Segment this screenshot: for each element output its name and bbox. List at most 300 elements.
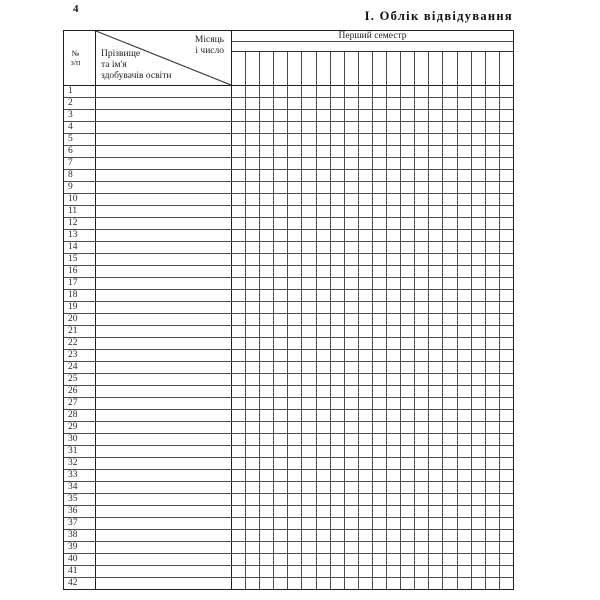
attendance-cell	[458, 494, 472, 505]
attendance-cell	[260, 218, 274, 229]
attendance-cell	[415, 278, 429, 289]
attendance-cell	[302, 134, 316, 145]
attendance-cell	[317, 338, 331, 349]
student-name-cell	[96, 470, 232, 481]
student-name-cell	[96, 290, 232, 301]
attendance-cell	[288, 398, 302, 409]
attendance-cell	[500, 554, 513, 565]
attendance-cell	[345, 254, 359, 265]
attendance-cell	[359, 518, 373, 529]
attendance-cell	[373, 410, 387, 421]
attendance-cell	[345, 422, 359, 433]
attendance-cell	[500, 434, 513, 445]
date-header-cell	[260, 52, 274, 85]
row-number-column-header	[64, 31, 96, 85]
attendance-cell	[387, 290, 401, 301]
attendance-cell	[373, 182, 387, 193]
student-name-label	[101, 49, 171, 82]
row-number-cell: 10	[64, 194, 96, 205]
student-name-cell	[96, 446, 232, 457]
attendance-cell	[387, 506, 401, 517]
attendance-cell	[260, 494, 274, 505]
table-row	[64, 337, 513, 349]
attendance-cell	[429, 422, 443, 433]
attendance-cells	[232, 146, 513, 157]
attendance-cell	[458, 110, 472, 121]
attendance-cell	[401, 278, 415, 289]
attendance-cell	[443, 206, 457, 217]
attendance-cell	[359, 398, 373, 409]
attendance-cell	[443, 518, 457, 529]
attendance-cell	[486, 254, 500, 265]
table-row	[64, 565, 513, 577]
attendance-cell	[472, 518, 486, 529]
table-row	[64, 469, 513, 481]
attendance-cell	[472, 254, 486, 265]
attendance-cell	[387, 326, 401, 337]
attendance-cell	[359, 254, 373, 265]
attendance-cell	[401, 458, 415, 469]
attendance-cell	[317, 422, 331, 433]
attendance-cell	[486, 494, 500, 505]
attendance-cells	[232, 230, 513, 241]
attendance-cell	[387, 494, 401, 505]
attendance-cell	[415, 530, 429, 541]
attendance-cell	[458, 542, 472, 553]
row-number-cell: 42	[64, 578, 96, 589]
attendance-cells	[232, 458, 513, 469]
attendance-cell	[401, 470, 415, 481]
attendance-cell	[429, 134, 443, 145]
attendance-cell	[345, 98, 359, 109]
row-number-cell: 34	[64, 482, 96, 493]
attendance-cell	[288, 206, 302, 217]
attendance-cell	[317, 122, 331, 133]
attendance-cell	[415, 242, 429, 253]
attendance-cell	[472, 182, 486, 193]
attendance-cell	[345, 278, 359, 289]
attendance-cell	[288, 314, 302, 325]
attendance-cells	[232, 494, 513, 505]
attendance-cell	[373, 326, 387, 337]
attendance-cell	[317, 350, 331, 361]
attendance-cell	[345, 458, 359, 469]
attendance-cell	[472, 446, 486, 457]
table-row	[64, 361, 513, 373]
attendance-cell	[486, 362, 500, 373]
attendance-cell	[443, 146, 457, 157]
attendance-cell	[401, 254, 415, 265]
attendance-cell	[331, 194, 345, 205]
student-name-cell	[96, 518, 232, 529]
attendance-cell	[232, 302, 246, 313]
attendance-cell	[260, 86, 274, 97]
attendance-cells	[232, 422, 513, 433]
attendance-cell	[472, 386, 486, 397]
attendance-cell	[415, 422, 429, 433]
attendance-cell	[486, 410, 500, 421]
table-row	[64, 109, 513, 121]
attendance-cell	[246, 206, 260, 217]
attendance-cells	[232, 278, 513, 289]
attendance-cell	[260, 98, 274, 109]
attendance-cell	[232, 278, 246, 289]
student-name-cell	[96, 182, 232, 193]
attendance-cell	[486, 242, 500, 253]
row-number-cell: 7	[64, 158, 96, 169]
attendance-cell	[359, 290, 373, 301]
attendance-cell	[401, 122, 415, 133]
attendance-cell	[274, 338, 288, 349]
attendance-cell	[246, 278, 260, 289]
month-label-line2: і число	[195, 46, 224, 56]
attendance-cell	[472, 170, 486, 181]
attendance-cell	[387, 170, 401, 181]
attendance-cell	[260, 134, 274, 145]
attendance-cell	[373, 218, 387, 229]
table-row	[64, 373, 513, 385]
attendance-cell	[232, 446, 246, 457]
attendance-cell	[246, 446, 260, 457]
attendance-cell	[246, 434, 260, 445]
attendance-cell	[232, 170, 246, 181]
attendance-cell	[246, 518, 260, 529]
attendance-cell	[317, 434, 331, 445]
row-number-label-line1: №	[71, 49, 80, 58]
attendance-cell	[458, 302, 472, 313]
attendance-cell	[443, 470, 457, 481]
attendance-cell	[401, 386, 415, 397]
row-number-cell: 16	[64, 266, 96, 277]
attendance-cell	[288, 518, 302, 529]
attendance-cell	[331, 578, 345, 589]
attendance-cell	[500, 566, 513, 577]
attendance-cell	[472, 278, 486, 289]
attendance-cell	[288, 254, 302, 265]
attendance-cell	[317, 206, 331, 217]
attendance-cell	[373, 314, 387, 325]
attendance-cell	[429, 86, 443, 97]
attendance-cell	[331, 554, 345, 565]
table-row	[64, 553, 513, 565]
attendance-cell	[302, 410, 316, 421]
table-row	[64, 577, 513, 589]
attendance-cell	[302, 110, 316, 121]
attendance-cell	[359, 218, 373, 229]
row-number-cell: 6	[64, 146, 96, 157]
attendance-cell	[458, 554, 472, 565]
attendance-cell	[274, 566, 288, 577]
attendance-cell	[486, 398, 500, 409]
attendance-cell	[345, 554, 359, 565]
row-number-cell: 27	[64, 398, 96, 409]
attendance-cell	[288, 482, 302, 493]
attendance-cells	[232, 362, 513, 373]
attendance-cell	[246, 158, 260, 169]
attendance-cell	[331, 98, 345, 109]
attendance-cell	[288, 542, 302, 553]
attendance-cell	[302, 386, 316, 397]
attendance-cell	[387, 470, 401, 481]
attendance-cell	[486, 374, 500, 385]
attendance-cell	[345, 290, 359, 301]
attendance-cell	[401, 410, 415, 421]
attendance-cell	[317, 302, 331, 313]
attendance-cell	[345, 218, 359, 229]
attendance-cell	[232, 554, 246, 565]
row-number-cell: 5	[64, 134, 96, 145]
attendance-cell	[232, 374, 246, 385]
attendance-cell	[302, 446, 316, 457]
attendance-cell	[458, 506, 472, 517]
student-name-cell	[96, 266, 232, 277]
date-header-cell	[359, 52, 373, 85]
attendance-cell	[317, 542, 331, 553]
attendance-cell	[302, 278, 316, 289]
student-name-cell	[96, 314, 232, 325]
attendance-cell	[500, 134, 513, 145]
attendance-cell	[274, 134, 288, 145]
attendance-cell	[317, 494, 331, 505]
row-number-cell: 39	[64, 542, 96, 553]
attendance-cell	[345, 242, 359, 253]
attendance-cells	[232, 290, 513, 301]
attendance-cell	[401, 362, 415, 373]
attendance-cell	[415, 314, 429, 325]
attendance-cell	[288, 86, 302, 97]
attendance-cell	[415, 206, 429, 217]
attendance-cell	[331, 422, 345, 433]
attendance-cell	[373, 338, 387, 349]
attendance-cells	[232, 506, 513, 517]
attendance-cell	[302, 230, 316, 241]
attendance-cell	[373, 206, 387, 217]
attendance-cell	[429, 482, 443, 493]
date-header-cell	[443, 52, 457, 85]
table-row	[64, 541, 513, 553]
table-row	[64, 133, 513, 145]
student-name-cell	[96, 278, 232, 289]
attendance-cell	[345, 398, 359, 409]
attendance-cell	[345, 482, 359, 493]
attendance-cell	[401, 206, 415, 217]
table-row	[64, 433, 513, 445]
attendance-cell	[288, 278, 302, 289]
attendance-cell	[387, 266, 401, 277]
student-name-cell	[96, 542, 232, 553]
row-number-cell: 17	[64, 278, 96, 289]
attendance-cell	[472, 314, 486, 325]
attendance-cells	[232, 410, 513, 421]
attendance-cell	[500, 446, 513, 457]
attendance-cell	[345, 386, 359, 397]
attendance-cell	[274, 98, 288, 109]
attendance-cell	[246, 362, 260, 373]
attendance-cell	[458, 458, 472, 469]
month-name-row	[232, 42, 513, 52]
student-name-cell	[96, 350, 232, 361]
attendance-cell	[486, 470, 500, 481]
attendance-cell	[288, 218, 302, 229]
attendance-cell	[401, 158, 415, 169]
attendance-cell	[443, 362, 457, 373]
attendance-cell	[246, 374, 260, 385]
attendance-cell	[415, 410, 429, 421]
attendance-cell	[345, 194, 359, 205]
attendance-cell	[274, 110, 288, 121]
table-row	[64, 421, 513, 433]
attendance-cell	[302, 338, 316, 349]
date-cells-row	[232, 52, 513, 85]
table-row	[64, 313, 513, 325]
attendance-cell	[288, 506, 302, 517]
row-number-cell: 9	[64, 182, 96, 193]
attendance-cell	[500, 338, 513, 349]
attendance-cell	[429, 170, 443, 181]
attendance-cell	[373, 230, 387, 241]
attendance-cell	[443, 134, 457, 145]
attendance-cell	[443, 86, 457, 97]
attendance-cell	[486, 206, 500, 217]
attendance-cell	[429, 494, 443, 505]
attendance-cell	[317, 566, 331, 577]
attendance-cell	[302, 302, 316, 313]
attendance-cell	[500, 146, 513, 157]
attendance-cells	[232, 194, 513, 205]
attendance-cell	[415, 350, 429, 361]
attendance-cell	[472, 134, 486, 145]
attendance-cell	[401, 98, 415, 109]
date-header-cell	[415, 52, 429, 85]
attendance-cell	[302, 182, 316, 193]
attendance-cell	[331, 410, 345, 421]
row-number-cell: 13	[64, 230, 96, 241]
attendance-cell	[401, 86, 415, 97]
attendance-cell	[331, 86, 345, 97]
attendance-cell	[302, 314, 316, 325]
attendance-cell	[429, 230, 443, 241]
attendance-cell	[500, 470, 513, 481]
attendance-cell	[232, 158, 246, 169]
attendance-cell	[472, 482, 486, 493]
attendance-cell	[458, 326, 472, 337]
attendance-cell	[232, 98, 246, 109]
attendance-cell	[260, 422, 274, 433]
attendance-cell	[274, 458, 288, 469]
attendance-cell	[302, 290, 316, 301]
attendance-cell	[302, 434, 316, 445]
attendance-cell	[387, 434, 401, 445]
attendance-cell	[401, 554, 415, 565]
attendance-cell	[274, 530, 288, 541]
attendance-cell	[260, 290, 274, 301]
attendance-cell	[387, 302, 401, 313]
attendance-cell	[260, 266, 274, 277]
attendance-cell	[359, 578, 373, 589]
attendance-cell	[359, 158, 373, 169]
attendance-cells	[232, 482, 513, 493]
attendance-cell	[486, 290, 500, 301]
attendance-cell	[429, 518, 443, 529]
attendance-table	[63, 30, 514, 590]
attendance-cell	[274, 230, 288, 241]
attendance-cell	[373, 290, 387, 301]
attendance-cell	[274, 398, 288, 409]
page-title: І. Облік відвідування	[364, 9, 513, 23]
attendance-cell	[246, 422, 260, 433]
attendance-cell	[415, 506, 429, 517]
attendance-cell	[472, 86, 486, 97]
attendance-cell	[288, 350, 302, 361]
attendance-cell	[401, 482, 415, 493]
attendance-cell	[415, 290, 429, 301]
attendance-cell	[302, 566, 316, 577]
attendance-cell	[443, 578, 457, 589]
attendance-cell	[443, 170, 457, 181]
attendance-cell	[429, 302, 443, 313]
attendance-cells	[232, 266, 513, 277]
row-number-cell: 8	[64, 170, 96, 181]
attendance-cell	[401, 314, 415, 325]
attendance-cell	[246, 470, 260, 481]
attendance-cell	[317, 110, 331, 121]
attendance-cell	[302, 158, 316, 169]
attendance-cell	[415, 326, 429, 337]
attendance-cell	[443, 302, 457, 313]
attendance-cell	[288, 470, 302, 481]
attendance-cell	[317, 254, 331, 265]
attendance-cell	[331, 494, 345, 505]
attendance-cell	[359, 314, 373, 325]
attendance-cell	[345, 110, 359, 121]
attendance-cell	[486, 350, 500, 361]
attendance-cell	[331, 302, 345, 313]
name-label-line2: та ім'я	[101, 60, 127, 70]
attendance-cell	[317, 554, 331, 565]
attendance-cell	[458, 470, 472, 481]
attendance-cell	[359, 554, 373, 565]
attendance-cells	[232, 170, 513, 181]
attendance-cell	[232, 458, 246, 469]
attendance-cell	[331, 506, 345, 517]
attendance-cell	[373, 398, 387, 409]
attendance-cell	[387, 158, 401, 169]
attendance-cell	[331, 170, 345, 181]
attendance-cell	[387, 98, 401, 109]
attendance-cell	[387, 242, 401, 253]
attendance-cell	[415, 170, 429, 181]
attendance-cell	[232, 194, 246, 205]
attendance-cell	[232, 434, 246, 445]
attendance-cell	[232, 386, 246, 397]
attendance-cell	[458, 206, 472, 217]
attendance-cells	[232, 398, 513, 409]
attendance-cell	[429, 278, 443, 289]
attendance-cell	[486, 110, 500, 121]
attendance-cell	[373, 362, 387, 373]
month-and-date-label	[195, 35, 224, 57]
student-name-cell	[96, 362, 232, 373]
attendance-cell	[246, 554, 260, 565]
attendance-cell	[232, 206, 246, 217]
attendance-cell	[429, 446, 443, 457]
attendance-cell	[443, 326, 457, 337]
attendance-cells	[232, 158, 513, 169]
attendance-cell	[401, 566, 415, 577]
attendance-cell	[331, 398, 345, 409]
attendance-cell	[500, 350, 513, 361]
attendance-cell	[274, 494, 288, 505]
